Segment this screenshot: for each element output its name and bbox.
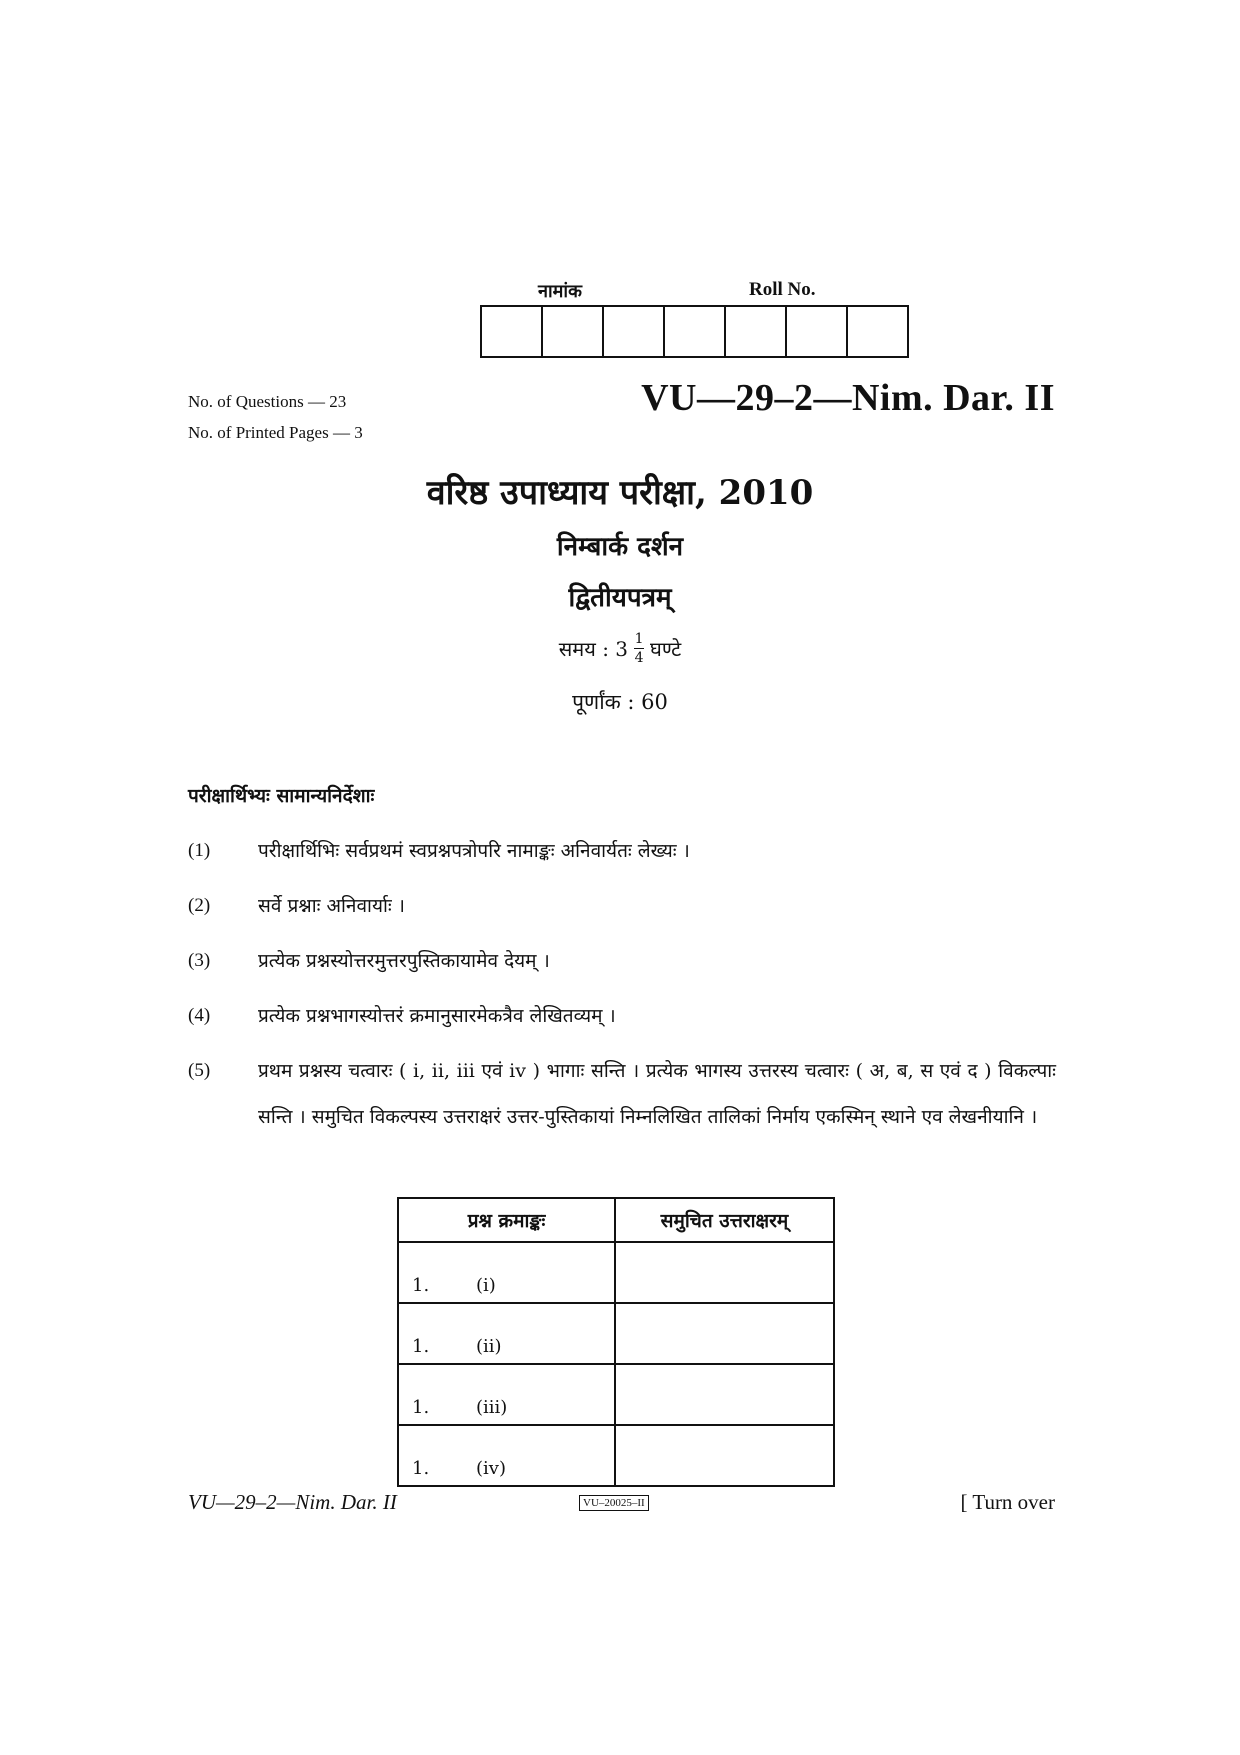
instruction-text: सर्वे प्रश्नाः अनिवार्याः । [258, 895, 405, 917]
roll-box[interactable] [604, 307, 665, 356]
header-answer-letter: समुचित उत्तराक्षरम् [615, 1198, 834, 1242]
fraction-bar [634, 648, 644, 649]
instruction-number: (5) [188, 1060, 211, 1081]
question-part: (iii) [476, 1397, 508, 1418]
footer-paper-code: VU—29–2—Nim. Dar. II [188, 1490, 397, 1514]
table-row [398, 1364, 834, 1425]
answer-cell[interactable] [615, 1242, 834, 1303]
instruction-text: परीक्षार्थिभिः सर्वप्रथमं स्वप्रश्नपत्रोपरि नामाङ्कः अनिवार्यतः लेख्यः । [258, 840, 690, 862]
page-count: No. of Printed Pages — 3 [188, 423, 363, 442]
roll-box[interactable] [665, 307, 726, 356]
instruction-number: (4) [188, 1005, 211, 1026]
table-row [398, 1425, 834, 1486]
fraction-denominator: 4 [634, 650, 644, 666]
header-question-number: प्रश्न क्रमाङ्कः [398, 1198, 615, 1242]
instruction-text: प्रथम प्रश्नस्य चत्वारः ( i, ii, iii एवं iv ) भागाः सन्ति । प्रत्येक भागस्य उत्तरस्य चत्वारः ( अ, ब, स एवं द ) विकल्पाः सन्ति । समुचित विकल्पस्य उत्तराक्षरं उत्तर-पुस्तिकायां निम्नलिखित तालिकां निर्माय एकस्मिन् स्थाने एव लेखनीयानि । [258, 1060, 1056, 1128]
paper-code: VU—29–2—Nim. Dar. II [641, 377, 1055, 419]
footer-print-code: VU–20025–II [579, 1495, 649, 1511]
answer-cell[interactable] [615, 1303, 834, 1364]
answer-cell[interactable] [615, 1364, 834, 1425]
table-row [398, 1242, 834, 1303]
table-header-row [398, 1198, 834, 1242]
exam-title: वरिष्ठ उपाध्याय परीक्षा, 2010 [426, 473, 814, 513]
instructions-heading: परीक्षार्थिभ्यः सामान्यनिर्देशाः [188, 785, 375, 807]
time-suffix: घण्टे [650, 637, 682, 661]
roll-box[interactable] [726, 307, 787, 356]
time-prefix: समय : 3 [558, 637, 629, 661]
paper-number: द्वितीयपत्रम् [568, 583, 672, 613]
roll-box[interactable] [787, 307, 848, 356]
turn-over-note: [ Turn over [960, 1490, 1055, 1514]
roll-label-english: Roll No. [749, 279, 816, 300]
question-cell [398, 1425, 615, 1486]
instruction-number: (3) [188, 950, 211, 971]
table-row [398, 1303, 834, 1364]
question-cell [398, 1303, 615, 1364]
max-marks: पूर्णांक : 60 [572, 690, 668, 714]
question-cell [398, 1242, 615, 1303]
roll-box[interactable] [482, 307, 543, 356]
time-fraction [634, 632, 644, 665]
question-number: 1. [412, 1397, 430, 1418]
question-part: (iv) [476, 1458, 506, 1479]
instruction-number: (2) [188, 895, 211, 916]
answer-cell[interactable] [615, 1425, 834, 1486]
question-number: 1. [412, 1275, 430, 1296]
question-number: 1. [412, 1336, 430, 1357]
question-cell [398, 1364, 615, 1425]
answer-table [397, 1197, 835, 1487]
instruction-number: (1) [188, 840, 211, 861]
time-allowed [0, 632, 1240, 665]
subject-title: निम्बार्क दर्शन [556, 532, 684, 562]
instruction-text: प्रत्येक प्रश्नभागस्योत्तरं क्रमानुसारमेकत्रैव लेखितव्यम् । [258, 1005, 616, 1027]
roll-box[interactable] [543, 307, 604, 356]
question-part: (i) [476, 1275, 496, 1296]
instruction-text: प्रत्येक प्रश्नस्योत्तरमुत्तरपुस्तिकायामेव देयम् । [258, 950, 550, 972]
question-number: 1. [412, 1458, 430, 1479]
fraction-numerator: 1 [634, 631, 644, 647]
roll-box[interactable] [848, 307, 907, 356]
question-count: No. of Questions — 23 [188, 392, 347, 411]
roll-number-boxes [480, 305, 909, 358]
question-part: (ii) [476, 1336, 502, 1357]
roll-label-hindi: नामांक [538, 281, 582, 302]
